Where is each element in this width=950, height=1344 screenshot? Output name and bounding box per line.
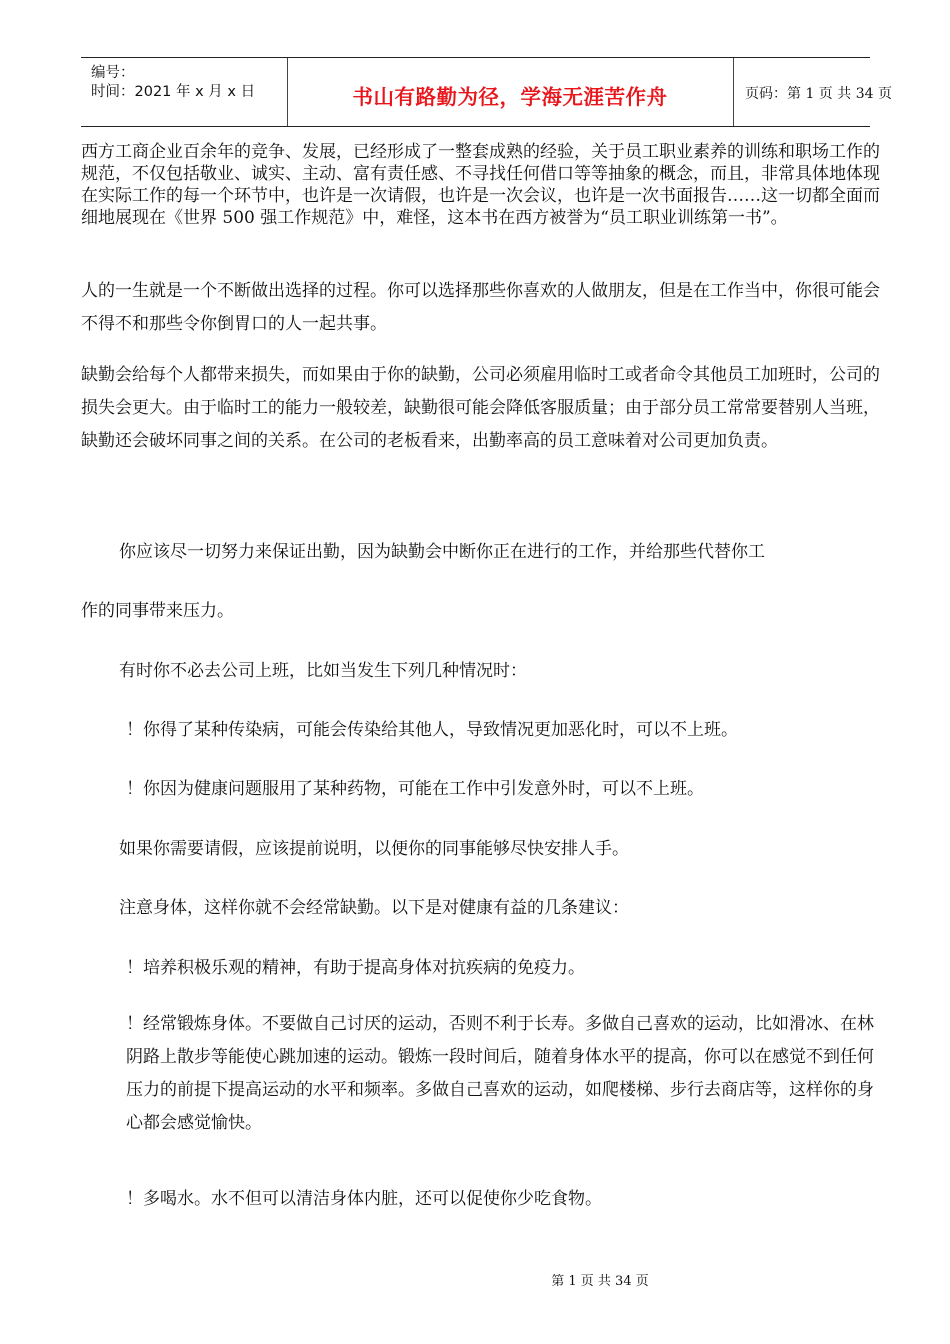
header-page-cell: [733, 58, 892, 126]
footer-page-number: 第 1 页 共 34 页: [551, 1274, 649, 1289]
header-info-cell: [81, 58, 288, 126]
paragraph-attendance-1: 你应该尽一切努力来保证出勤，因为缺勤会中断你正在进行的工作，并给那些代替你工: [119, 542, 765, 562]
document-header: [81, 57, 892, 127]
header-motto: 书山有路勤为径，学海无涯苦作舟: [352, 85, 668, 109]
paragraph-attendance-2: 作的同事带来压力。: [81, 601, 234, 621]
paragraph-exceptions-intro: 有时你不必去公司上班，比如当发生下列几种情况时：: [119, 661, 527, 681]
document-number-label: 编号：: [91, 65, 135, 81]
page-footer: [0, 1270, 950, 1289]
bullet-exercise: ！经常锻炼身体。不要做自己讨厌的运动，否则不利于长寿。多做自己喜欢的运动，比如滑冰、在林阴路上散步等能使心跳加速的运动。锻炼一段时间后，随着身体水平的提高，你可以在感觉不到任何压力的前提下提高运动的水平和频率。多做自己喜欢的运动，如爬楼梯、步行去商店等，这样你的身心都会感觉愉快。: [126, 1014, 874, 1133]
paragraph-absence-loss: 缺勤会给每个人都带来损失，而如果由于你的缺勤，公司必须雇用临时工或者命令其他员工加班时，公司的损失会更大。由于临时工的能力一般较差，缺勤很可能会降低客服质量；由于部分员工常常要替别人当班，缺勤还会破坏同事之间的关系。在公司的老板看来，出勤率高的员工意味着对公司更加负责。: [81, 365, 880, 451]
bullet-water: ！多喝水。水不但可以清洁身体内脏，还可以促使你少吃食物。: [126, 1189, 602, 1209]
header-motto-cell: [287, 58, 734, 126]
header-page-number: 页码：第 1 页 共 34 页: [745, 86, 892, 102]
bullet-medication: ！你因为健康问题服用了某种药物，可能在工作中引发意外时，可以不上班。: [126, 779, 704, 799]
document-time-label: 时间：2021 年 x 月 x 日: [91, 84, 256, 100]
bullet-contagious: ！你得了某种传染病，可能会传染给其他人，导致情况更加恶化时，可以不上班。: [126, 720, 738, 740]
paragraph-choices: 人的一生就是一个不断做出选择的过程。你可以选择那些你喜欢的人做朋友，但是在工作当中，你很可能会不得不和那些令你倒胃口的人一起共事。: [81, 281, 880, 334]
bullet-optimism: ！培养积极乐观的精神，有助于提高身体对抗疾病的免疫力。: [126, 958, 585, 978]
paragraph-leave-notice: 如果你需要请假，应该提前说明，以便你的同事能够尽快安排人手。: [119, 839, 629, 859]
paragraph-health-intro: 注意身体，这样你就不会经常缺勤。以下是对健康有益的几条建议：: [119, 898, 629, 918]
paragraph-intro: 西方工商企业百余年的竞争、发展，已经形成了一整套成熟的经验，关于员工职业素养的训练和职场工作的规范，不仅包括敬业、诚实、主动、富有责任感、不寻找任何借口等等抽象的概念，而且，非常具体地体现在实际工作的每一个环节中，也许是一次请假，也许是一次会议，也许是一次书面报告……这一切都全面而细地展现在《世界 500 强工作规范》中，难怪，这本书在西方被誉为“员工职业训练第一书”。: [81, 142, 880, 228]
